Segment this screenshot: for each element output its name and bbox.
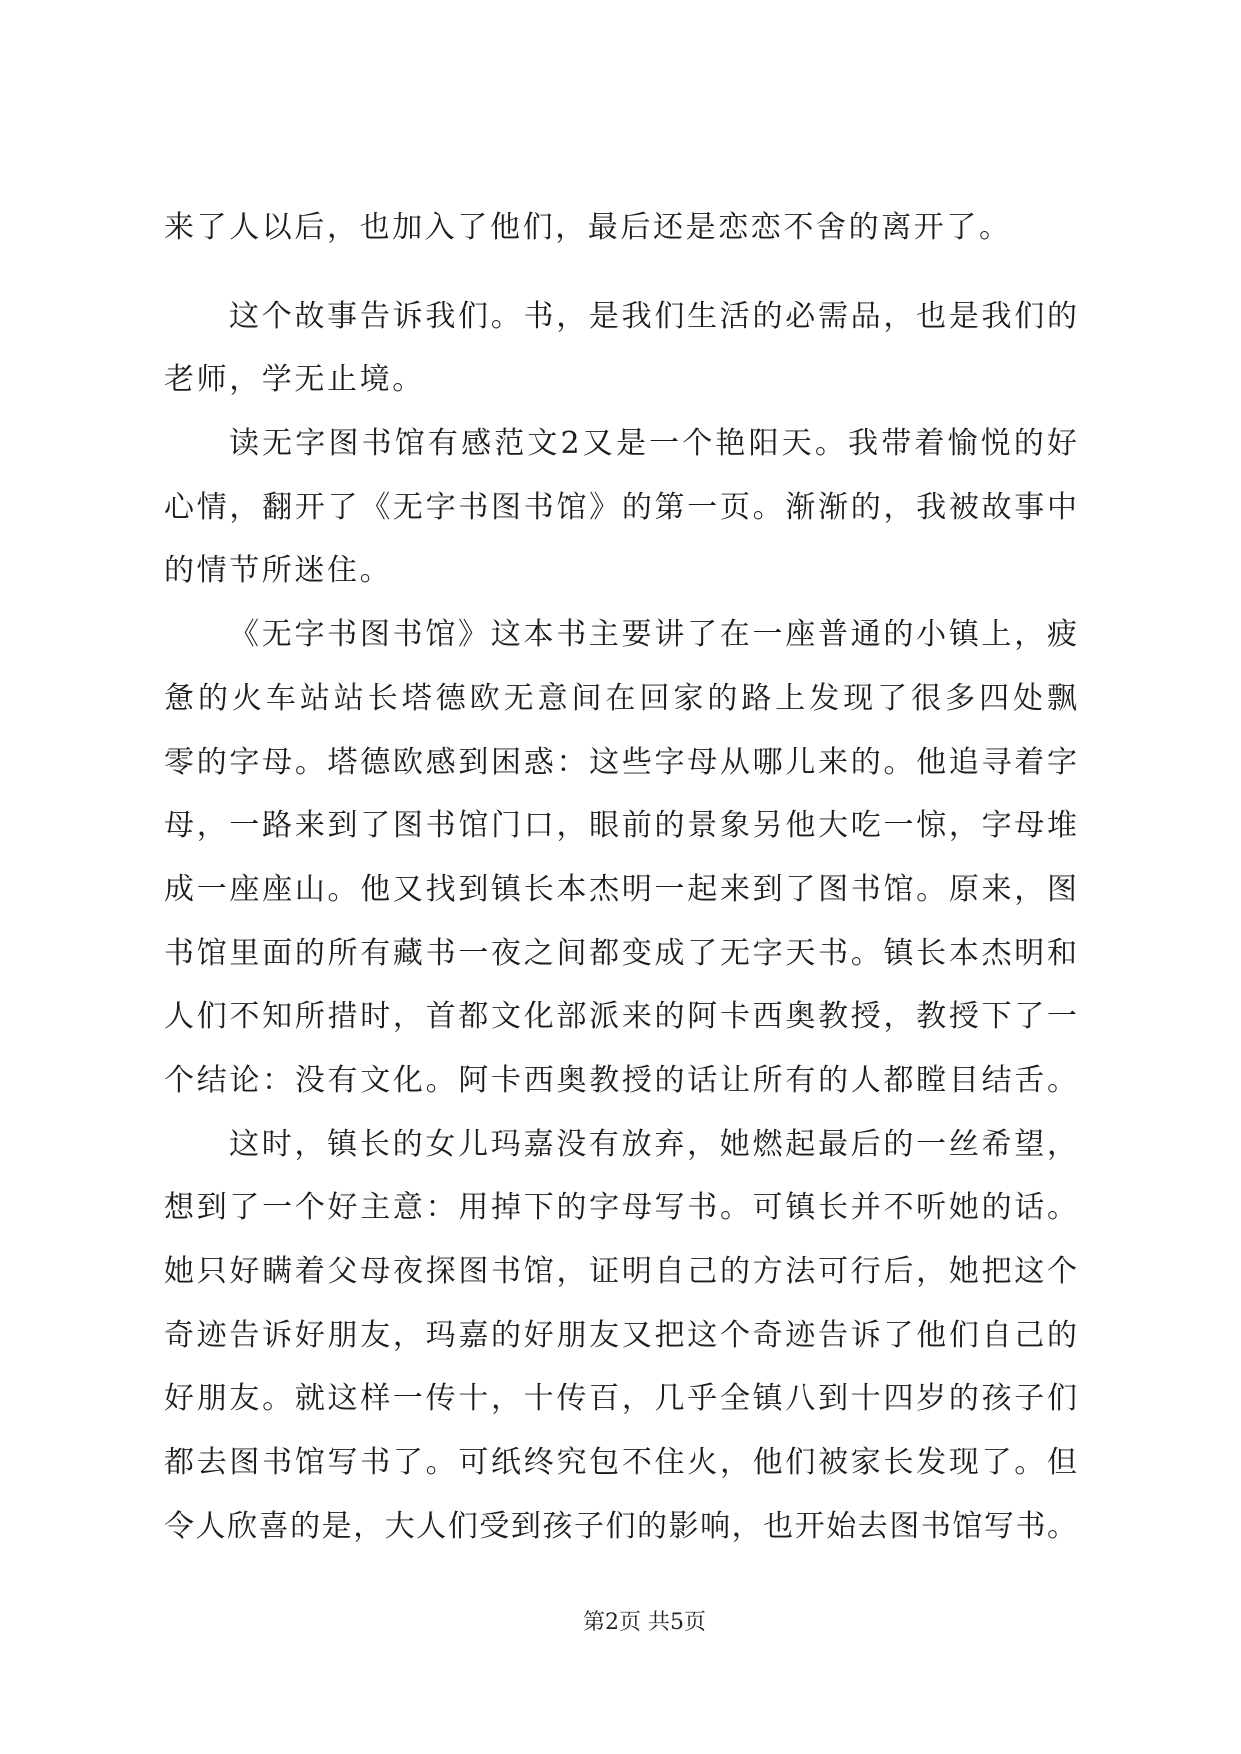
document-body: [164, 196, 1077, 1558]
paragraph-line: 的情节所迷住。: [164, 553, 393, 589]
paragraph-line: 好朋友。就这样一传十，十传百，几乎全镇八到十四岁的孩子们: [164, 1381, 1077, 1417]
paragraph-line: 这时，镇长的女儿玛嘉没有放弃，她燃起最后的一丝希望，: [229, 1126, 1077, 1162]
paragraph-line: 零的字母。塔德欧感到困惑：这些字母从哪儿来的。他追寻着字: [164, 744, 1077, 780]
paragraph-line: 成一座座山。他又找到镇长本杰明一起来到了图书馆。原来，图: [164, 871, 1077, 907]
paragraph-line: 心情，翻开了《无字书图书馆》的第一页。渐渐的，我被故事中: [164, 489, 1077, 525]
paragraph: [164, 196, 1077, 260]
paragraph-line: 读无字图书馆有感范文2又是一个艳阳天。我带着愉悦的好: [229, 426, 1077, 462]
paragraph-line: 惫的火车站站长塔德欧无意间在回家的路上发现了很多四处飘: [164, 680, 1077, 716]
paragraph-line: 都去图书馆写书了。可纸终究包不住火，他们被家长发现了。但: [164, 1445, 1077, 1481]
paragraph: [164, 1113, 1077, 1559]
paragraph-line: 书馆里面的所有藏书一夜之间都变成了无字天书。镇长本杰明和: [164, 935, 1077, 971]
paragraph-line: 令人欣喜的是，大人们受到孩子们的影响，也开始去图书馆写书。: [164, 1508, 1077, 1544]
paragraph-line: 这个故事告诉我们。书，是我们生活的必需品，也是我们的: [229, 298, 1077, 334]
paragraph: [164, 285, 1077, 412]
paragraph-line: 来了人以后，也加入了他们，最后还是恋恋不舍的离开了。: [164, 210, 1012, 245]
paragraph-line: 《无字书图书馆》这本书主要讲了在一座普通的小镇上，疲: [229, 617, 1077, 653]
paragraph: [164, 603, 1077, 1113]
paragraph-line: 奇迹告诉好朋友，玛嘉的好朋友又把这个奇迹告诉了他们自己的: [164, 1317, 1077, 1353]
paragraph-line: 人们不知所措时，首都文化部派来的阿卡西奥教授，教授下了一: [164, 999, 1077, 1035]
paragraph: [164, 412, 1077, 603]
page-number-footer: 第2页 共5页: [583, 1610, 706, 1635]
paragraph-line: 想到了一个好主意：用掉下的字母写书。可镇长并不听她的话。: [164, 1190, 1077, 1226]
paragraph-line: 她只好瞒着父母夜探图书馆，证明自己的方法可行后，她把这个: [164, 1254, 1077, 1289]
paragraph-line: 个结论：没有文化。阿卡西奥教授的话让所有的人都瞠目结舌。: [164, 1062, 1077, 1098]
paragraph-line: 母，一路来到了图书馆门口，眼前的景象另他大吃一惊，字母堆: [164, 808, 1077, 844]
paragraph-line: 老师，学无止境。: [164, 362, 425, 398]
